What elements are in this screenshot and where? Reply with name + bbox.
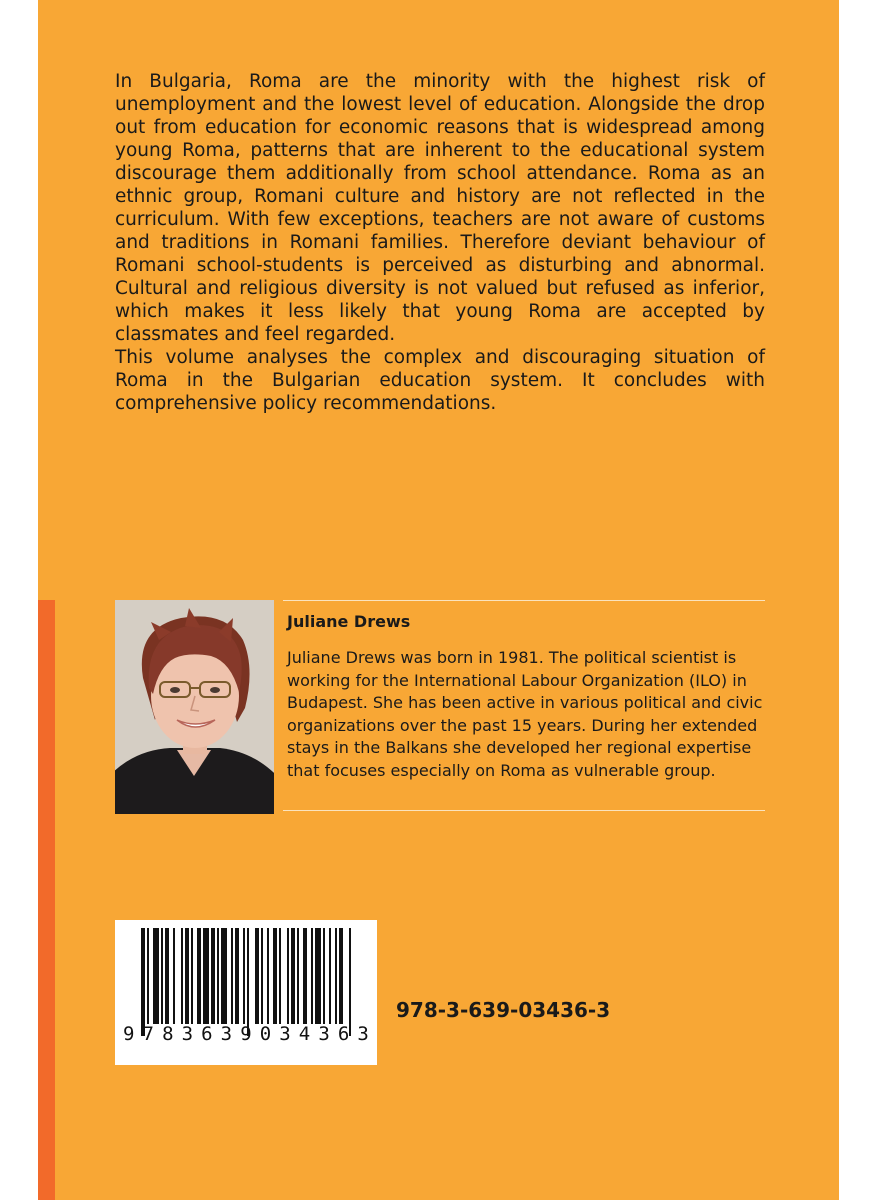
author-bottom-rule bbox=[283, 810, 765, 811]
barcode-bar bbox=[349, 928, 351, 1036]
barcode-digit: 3 bbox=[357, 1023, 369, 1045]
barcode-bar bbox=[235, 928, 239, 1024]
barcode-bar bbox=[329, 928, 331, 1024]
isbn-barcode bbox=[115, 920, 377, 1065]
barcode-digit: 7 bbox=[142, 1023, 154, 1045]
barcode-bar bbox=[311, 928, 313, 1024]
barcode-bar bbox=[153, 928, 159, 1024]
barcode-bar bbox=[161, 928, 163, 1024]
blurb-paragraph-2: This volume analyses the complex and discouraging situation of Roma in the Bulgarian education system. It concludes with comprehensive policy recommendations. bbox=[115, 347, 765, 414]
barcode-bar bbox=[147, 928, 149, 1024]
barcode-digits bbox=[123, 1023, 369, 1045]
barcode-bar bbox=[197, 928, 201, 1024]
barcode-bar bbox=[243, 928, 245, 1024]
barcode-bar bbox=[297, 928, 299, 1024]
barcode-digit: 3 bbox=[181, 1023, 194, 1045]
barcode-digit: 3 bbox=[220, 1023, 233, 1045]
barcode-bar bbox=[185, 928, 189, 1024]
barcode-bar bbox=[335, 928, 337, 1024]
author-photo bbox=[115, 600, 274, 814]
barcode-bar bbox=[303, 928, 307, 1024]
barcode-bar bbox=[323, 928, 325, 1024]
blurb-paragraph-1: In Bulgaria, Roma are the minority with the highest risk of unemployment and the lowest level of education. Alongside the drop out from education for economic reasons that is widespread among young Roma, patterns that are inherent to the educational system discourage them additionally from school attendance. Roma as an ethnic group, Romani culture and history are not reflected in the curriculum. With few exceptions, teachers are not aware of customs and traditions in Romani families. Therefore deviant behaviour of Romani school-students is perceived as disturbing and abnormal. Cultural and religious diversity is not valued but refused as inferior, which makes it less likely that young Roma are accepted by classmates and feel regarded. bbox=[115, 71, 765, 345]
barcode-digit: 4 bbox=[298, 1023, 311, 1045]
barcode-bar bbox=[339, 928, 343, 1024]
barcode-digit: 0 bbox=[259, 1023, 272, 1045]
barcode-digit: 8 bbox=[162, 1023, 174, 1045]
barcode-bar bbox=[211, 928, 215, 1024]
barcode-bar bbox=[255, 928, 259, 1024]
barcode-bar bbox=[315, 928, 321, 1024]
barcode-bar bbox=[141, 928, 145, 1036]
barcode-bar bbox=[279, 928, 281, 1024]
barcode-bar bbox=[191, 928, 193, 1024]
barcode-bar bbox=[291, 928, 295, 1024]
barcode-bar bbox=[217, 928, 219, 1024]
isbn-number: 978-3-639-03436-3 bbox=[396, 998, 611, 1022]
author-bio: Juliane Drews was born in 1981. The political scientist is working for the International Labour Organization (ILO) in Budapest. She has been active in various political and civic organizations over the past 15 years. During her extended stays in the Balkans she developed her regional expertise that focuses especially on Roma as vulnerable group. bbox=[287, 648, 763, 780]
barcode-bar bbox=[273, 928, 277, 1024]
author-name: Juliane Drews bbox=[287, 612, 411, 631]
barcode-digit: 9 bbox=[240, 1023, 252, 1045]
barcode-digit: 3 bbox=[318, 1023, 330, 1045]
barcode-digit: 6 bbox=[337, 1023, 350, 1045]
barcode-bar bbox=[203, 928, 209, 1024]
cover-blurb bbox=[115, 70, 765, 415]
barcode-bar bbox=[173, 928, 175, 1024]
barcode-bar bbox=[247, 928, 249, 1036]
barcode-digit: 6 bbox=[201, 1023, 213, 1045]
barcode-bar bbox=[221, 928, 227, 1024]
barcode-digit: 9 bbox=[123, 1023, 135, 1045]
barcode-bar bbox=[165, 928, 169, 1024]
author-top-rule bbox=[283, 600, 765, 601]
barcode-digit: 3 bbox=[279, 1023, 291, 1045]
barcode-bar bbox=[267, 928, 269, 1024]
barcode-bar bbox=[231, 928, 233, 1024]
accent-stripe bbox=[38, 600, 55, 1200]
barcode-bar bbox=[181, 928, 183, 1024]
barcode-bar bbox=[287, 928, 289, 1024]
barcode-bar bbox=[261, 928, 263, 1024]
